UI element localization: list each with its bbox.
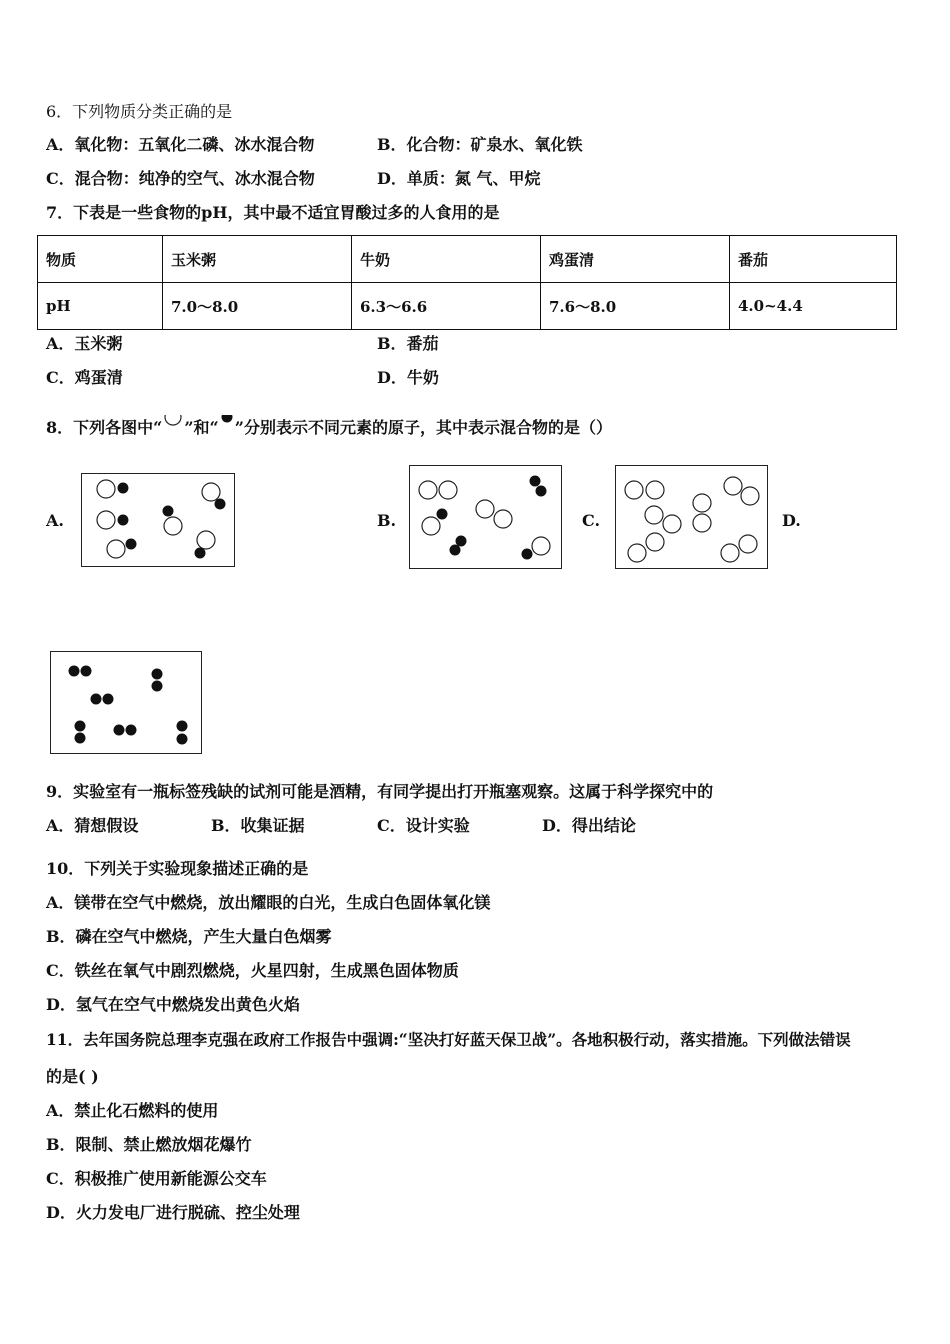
ph-table-header-row (38, 236, 897, 283)
q10-stem: 10．下列关于实验现象描述正确的是 (46, 859, 309, 878)
table-cell: pH (38, 283, 163, 330)
q6-stem: 6．下列物质分类正确的是 (46, 102, 233, 121)
molecule-diagram-a (82, 474, 234, 566)
q6-option-d[interactable]: D．单质：氮 气、甲烷 (377, 169, 541, 188)
table-cell: 4.0~4.4 (730, 283, 897, 330)
q8-option-d-label[interactable]: D. (782, 511, 801, 530)
molecule-diagram-d (51, 652, 201, 753)
q10-option-d[interactable]: D．氢气在空气中燃烧发出黄色火焰 (46, 995, 300, 1014)
q8-option-b-figure[interactable] (409, 465, 562, 569)
q7-option-a[interactable]: A．玉米粥 (46, 334, 123, 353)
black-atom-icon (219, 415, 235, 435)
table-cell: 番茄 (730, 236, 897, 283)
q6-option-a[interactable]: A．氧化物：五氧化二磷、冰水混合物 (46, 135, 315, 154)
table-cell: 7.0～8.0 (163, 283, 352, 330)
q10-option-c[interactable]: C．铁丝在氧气中剧烈燃烧，火星四射，生成黑色固体物质 (46, 961, 459, 980)
table-cell: 6.3～6.6 (352, 283, 541, 330)
q7-option-c[interactable]: C．鸡蛋清 (46, 368, 123, 387)
q7-option-d[interactable]: D．牛奶 (377, 368, 439, 387)
molecule-diagram-c (616, 466, 767, 568)
q11-option-a[interactable]: A．禁止化石燃料的使用 (46, 1101, 219, 1120)
q9-option-b[interactable]: B．收集证据 (211, 816, 305, 835)
q10-option-b[interactable]: B．磷在空气中燃烧，产生大量白色烟雾 (46, 927, 332, 946)
table-cell: 玉米粥 (163, 236, 352, 283)
q11-option-d[interactable]: D．火力发电厂进行脱硫、控尘处理 (46, 1203, 300, 1222)
table-cell: 鸡蛋清 (541, 236, 730, 283)
q11-option-c[interactable]: C．积极推广使用新能源公交车 (46, 1169, 267, 1188)
q9-stem: 9．实验室有一瓶标签残缺的试剂可能是酒精，有同学提出打开瓶塞观察。这属于科学探究中的 (46, 782, 714, 801)
q11-stem-line1: 11．去年国务院总理李克强在政府工作报告中强调:“坚决打好蓝天保卫战”。各地积极行动，落实措施。下列做法错误 (46, 1030, 851, 1049)
white-atom-icon (162, 415, 184, 435)
molecule-diagram-b (410, 466, 561, 568)
q8-option-c-figure[interactable] (615, 465, 768, 569)
table-cell: 物质 (38, 236, 163, 283)
q9-option-c[interactable]: C．设计实验 (377, 816, 470, 835)
q11-option-b[interactable]: B．限制、禁止燃放烟花爆竹 (46, 1135, 252, 1154)
ph-table-value-row (38, 283, 897, 330)
q9-option-a[interactable]: A．猜想假设 (46, 816, 139, 835)
q8-option-a-label[interactable]: A. (46, 511, 64, 530)
q6-option-c[interactable]: C．混合物：纯净的空气、冰水混合物 (46, 169, 315, 188)
q8-stem-middle: ”和“ (184, 418, 219, 437)
q8-option-d-figure[interactable] (50, 651, 202, 754)
q7-option-b[interactable]: B．番茄 (377, 334, 439, 353)
q8-option-a-figure[interactable] (81, 473, 235, 567)
q8-stem-prefix: 8．下列各图中“ (46, 418, 163, 437)
q8-option-b-label[interactable]: B. (377, 511, 397, 530)
q9-option-d[interactable]: D．得出结论 (542, 816, 636, 835)
q7-stem: 7．下表是一些食物的pH，其中最不适宜胃酸过多的人食用的是 (46, 203, 500, 222)
q11-stem-line2: 的是( ) (46, 1067, 99, 1086)
table-cell: 牛奶 (352, 236, 541, 283)
q8-stem-suffix: ”分别表示不同元素的原子，其中表示混合物的是（） (234, 418, 612, 437)
table-cell: 7.6～8.0 (541, 283, 730, 330)
q8-option-c-label[interactable]: C. (582, 511, 601, 530)
q10-option-a[interactable]: A．镁带在空气中燃烧，放出耀眼的白光，生成白色固体氧化镁 (46, 893, 491, 912)
q8-stem (46, 415, 612, 438)
ph-table (37, 235, 897, 330)
q6-option-b[interactable]: B．化合物：矿泉水、氧化铁 (377, 135, 583, 154)
